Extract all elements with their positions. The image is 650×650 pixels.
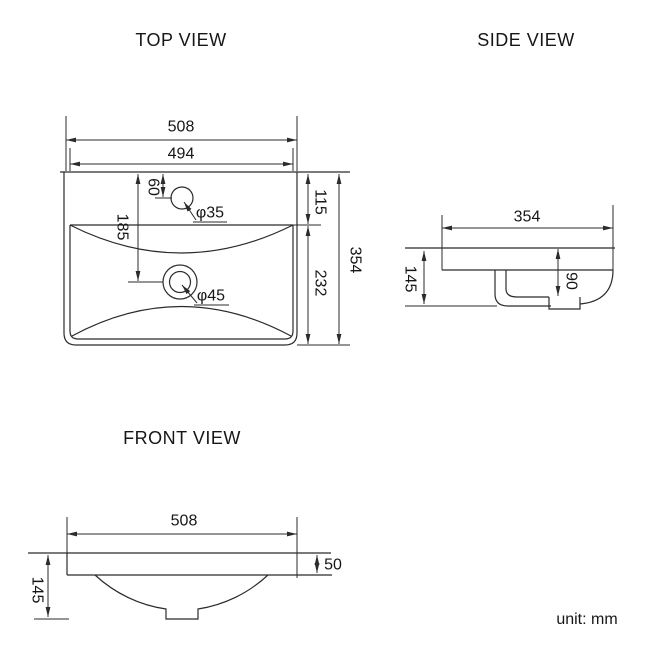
front-bowl-profile [95,575,268,619]
top-view-dimension-lines [66,116,350,345]
top-view-title: TOP VIEW [135,30,227,50]
drain-hole-outer [163,265,197,299]
dim-front-rim-height: 50 [324,556,342,574]
bowl-right-curve [580,270,613,304]
dim-top-faucet-offset: 60 [144,178,162,196]
dim-top-overall-width: 508 [167,118,195,136]
dim-top-deck-depth: 115 [311,189,329,215]
side-view [402,205,616,309]
dim-top-basin-depth: 232 [311,269,329,297]
faucet-hole [171,187,193,209]
dim-top-drain-hole: φ45 [196,287,226,305]
side-view-dimension-lines [405,205,613,306]
basin-front-slope-curve [72,307,291,337]
dim-front-height: 145 [28,576,46,604]
dim-top-basin-width: 494 [167,145,195,163]
basin-back-slope-curve [70,225,293,253]
front-view-outline [28,553,332,619]
dim-side-height: 145 [401,265,419,293]
dim-side-bowl-depth: 90 [562,272,580,290]
dim-top-overall-depth: 354 [346,246,364,274]
unit-note: unit: mm [556,611,618,628]
front-view-dimension-lines [34,517,317,619]
dim-top-faucet-hole: φ35 [195,204,225,222]
side-drain-outlet [549,297,580,309]
dim-side-overall-depth: 354 [513,208,541,226]
dim-front-overall-width: 508 [170,512,198,530]
bowl-wall-inner [506,270,549,297]
side-view-title: SIDE VIEW [477,30,575,50]
bowl-wall-outer [495,270,551,306]
top-view-outline [60,172,350,345]
top-view [60,116,364,345]
dim-top-drain-offset: 185 [113,213,131,241]
front-view [28,513,342,620]
front-view-title: FRONT VIEW [123,428,241,448]
drain-hole-inner [170,272,191,293]
side-view-outline [405,248,615,309]
